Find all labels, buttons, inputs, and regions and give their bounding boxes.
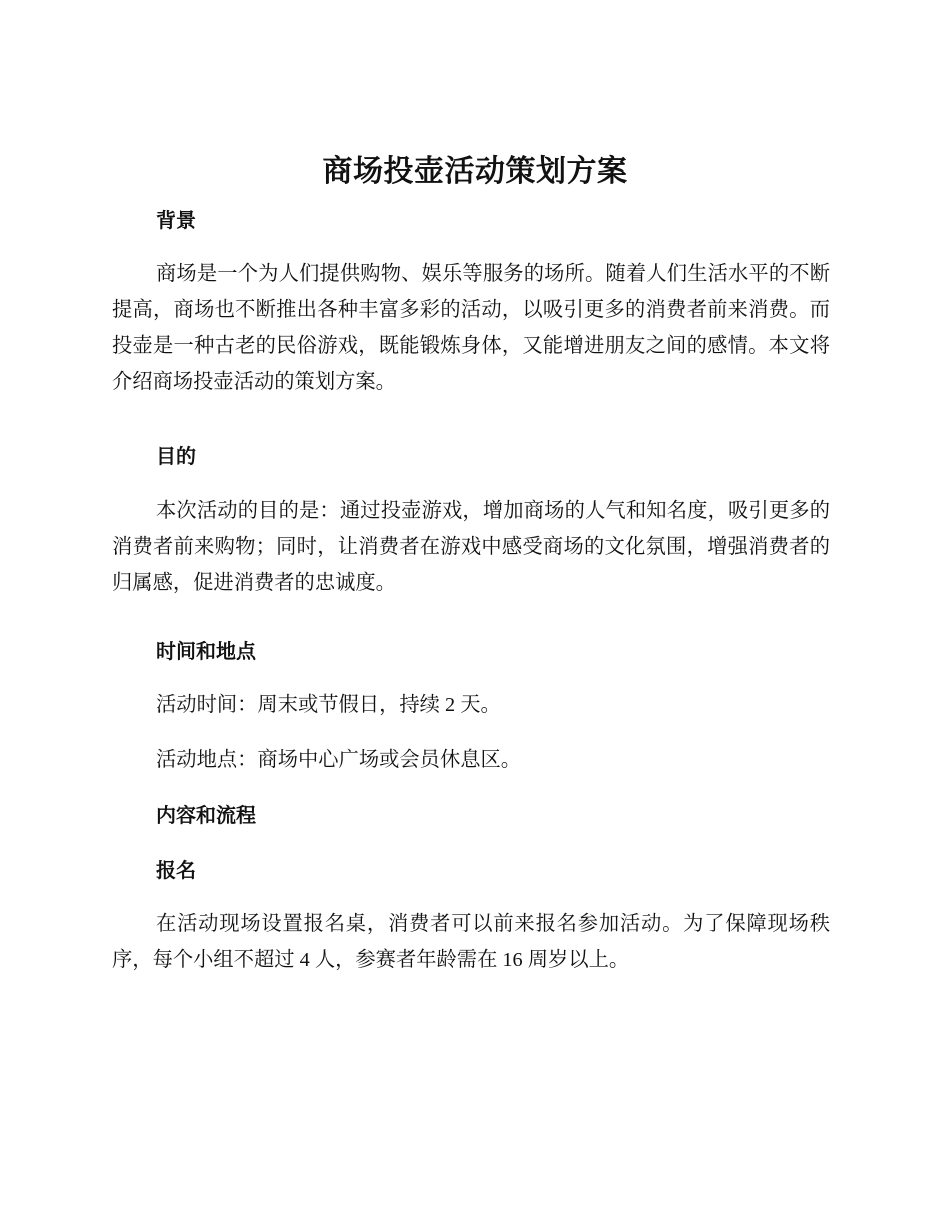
background-paragraph: 商场是一个为人们提供购物、娱乐等服务的场所。随着人们生活水平的不断提高，商场也不断推出各种丰富多彩的活动，以吸引更多的消费者前来消费。而投壶是一种古老的民俗游戏，既能锻炼身体，又能增进朋友之间的感情。本文将介绍商场投壶活动的策划方案。 [112, 263, 830, 393]
activity-time-paragraph: 活动时间：周末或节假日，持续 2 天。 [156, 694, 501, 716]
section-heading-registration: 报名 [156, 858, 196, 882]
registration-paragraph: 在活动现场设置报名桌，消费者可以前来报名参加活动。为了保障现场秩序，每个小组不超过 4 人，参赛者年龄需在 16 周岁以上。 [112, 913, 830, 971]
purpose-paragraph: 本次活动的目的是：通过投壶游戏，增加商场的人气和知名度，吸引更多的消费者前来购物；同时，让消费者在游戏中感受商场的文化氛围，增强消费者的归属感，促进消费者的忠诚度。 [112, 500, 830, 594]
section-heading-time-place: 时间和地点 [156, 639, 256, 663]
section-heading-content-process: 内容和流程 [156, 803, 256, 827]
document-title: 商场投壶活动策划方案 [322, 154, 628, 189]
section-heading-purpose: 目的 [156, 444, 196, 468]
activity-place-paragraph: 活动地点：商场中心广场或会员休息区。 [156, 749, 522, 771]
section-heading-background: 背景 [156, 208, 196, 232]
